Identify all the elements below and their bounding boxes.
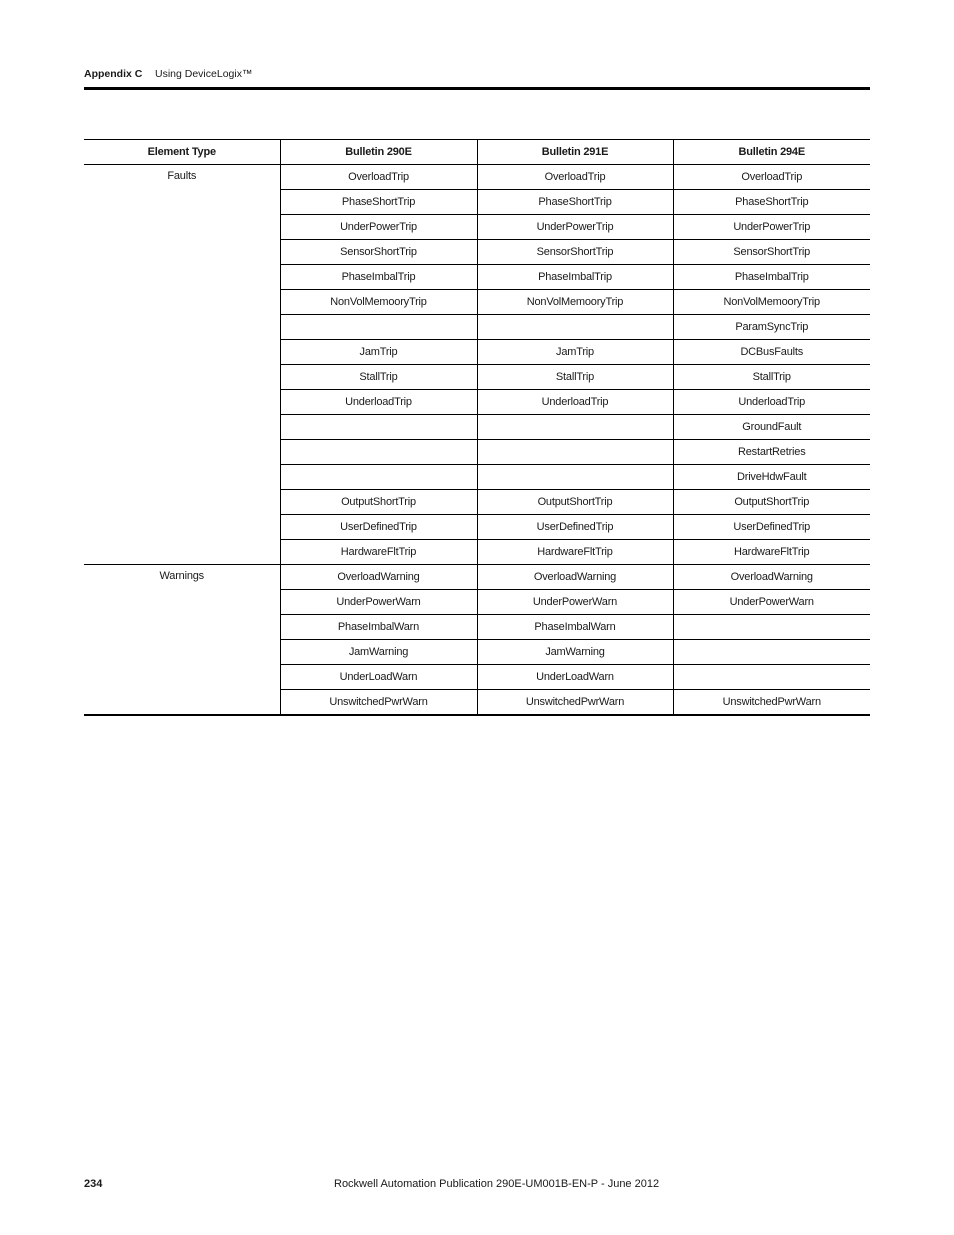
table-cell: OverloadTrip: [280, 165, 477, 190]
table-cell: UnderPowerTrip: [477, 215, 673, 240]
table-cell: SensorShortTrip: [477, 240, 673, 265]
table-cell: UnderloadTrip: [673, 390, 870, 415]
table-cell: UnderPowerWarn: [280, 590, 477, 615]
table-cell: UserDefinedTrip: [477, 515, 673, 540]
table-cell: [280, 315, 477, 340]
table-cell: PhaseShortTrip: [477, 190, 673, 215]
column-header-element-type: Element Type: [147, 146, 216, 158]
table-cell: ParamSyncTrip: [673, 315, 870, 340]
table-cell: [280, 465, 477, 490]
table-cell: JamTrip: [280, 340, 477, 365]
element-type-cell: Warnings: [84, 565, 280, 715]
table-cell: UnderLoadWarn: [477, 665, 673, 690]
table-cell: UnderloadTrip: [477, 390, 673, 415]
table-cell: UserDefinedTrip: [673, 515, 870, 540]
table-cell: PhaseImbalTrip: [673, 265, 870, 290]
table-cell: [477, 440, 673, 465]
table-cell: UnswitchedPwrWarn: [673, 690, 870, 715]
table-body: [84, 165, 870, 715]
table-cell: PhaseImbalTrip: [477, 265, 673, 290]
table-cell: [673, 640, 870, 665]
table-cell: UnderPowerWarn: [477, 590, 673, 615]
table-cell: UnderLoadWarn: [280, 665, 477, 690]
table-cell: PhaseImbalWarn: [280, 615, 477, 640]
section-title: Using DeviceLogix™: [155, 68, 253, 80]
table-cell: UnswitchedPwrWarn: [280, 690, 477, 715]
table-cell: GroundFault: [673, 415, 870, 440]
table-cell: OutputShortTrip: [673, 490, 870, 515]
table-cell: UnderPowerWarn: [673, 590, 870, 615]
publication-info: Rockwell Automation Publication 290E-UM001B-EN-P - June 2012: [334, 1178, 660, 1190]
table-cell: DriveHdwFault: [673, 465, 870, 490]
column-header-bulletin-291e: Bulletin 291E: [477, 140, 673, 165]
table-cell: OverloadWarning: [673, 565, 870, 590]
table-cell: UserDefinedTrip: [280, 515, 477, 540]
table-cell: JamWarning: [280, 640, 477, 665]
table-cell: NonVolMemooryTrip: [673, 290, 870, 315]
table-cell: UnswitchedPwrWarn: [477, 690, 673, 715]
table-cell: SensorShortTrip: [673, 240, 870, 265]
table-cell: [673, 615, 870, 640]
table-cell: UnderPowerTrip: [673, 215, 870, 240]
table-cell: StallTrip: [280, 365, 477, 390]
table-cell: PhaseImbalTrip: [280, 265, 477, 290]
table-cell: UnderloadTrip: [280, 390, 477, 415]
table-cell: RestartRetries: [673, 440, 870, 465]
appendix-label: Appendix C: [84, 68, 143, 80]
table-cell: HardwareFltTrip: [673, 540, 870, 565]
table-cell: [280, 415, 477, 440]
table-cell: HardwareFltTrip: [477, 540, 673, 565]
column-header-bulletin-290e: Bulletin 290E: [280, 140, 477, 165]
table-cell: StallTrip: [477, 365, 673, 390]
element-type-cell: Faults: [84, 165, 280, 565]
table-cell: JamTrip: [477, 340, 673, 365]
table-cell: OverloadWarning: [477, 565, 673, 590]
page-number: 234: [84, 1178, 103, 1190]
table-cell: PhaseShortTrip: [280, 190, 477, 215]
table-cell: PhaseImbalWarn: [477, 615, 673, 640]
table-cell: [477, 415, 673, 440]
column-header-bulletin-294e: Bulletin 294E: [673, 140, 870, 165]
page-footer: [84, 1178, 870, 1194]
table-cell: HardwareFltTrip: [280, 540, 477, 565]
table-cell: [477, 315, 673, 340]
table-row: [84, 565, 870, 590]
table-cell: OverloadTrip: [477, 165, 673, 190]
table-cell: OutputShortTrip: [280, 490, 477, 515]
table-cell: SensorShortTrip: [280, 240, 477, 265]
table-cell: NonVolMemooryTrip: [280, 290, 477, 315]
table-cell: OutputShortTrip: [477, 490, 673, 515]
table-cell: OverloadTrip: [673, 165, 870, 190]
table-cell: UnderPowerTrip: [280, 215, 477, 240]
table-cell: DCBusFaults: [673, 340, 870, 365]
element-type-table: [84, 139, 870, 716]
table-cell: [280, 440, 477, 465]
table-cell: StallTrip: [673, 365, 870, 390]
table-cell: JamWarning: [477, 640, 673, 665]
table-header: [84, 140, 870, 165]
header-row: [84, 140, 870, 165]
table-cell: [673, 665, 870, 690]
table-row: [84, 165, 870, 190]
table-cell: [477, 465, 673, 490]
table-cell: PhaseShortTrip: [673, 190, 870, 215]
table-cell: OverloadWarning: [280, 565, 477, 590]
page-header: [84, 66, 870, 90]
table-cell: NonVolMemooryTrip: [477, 290, 673, 315]
